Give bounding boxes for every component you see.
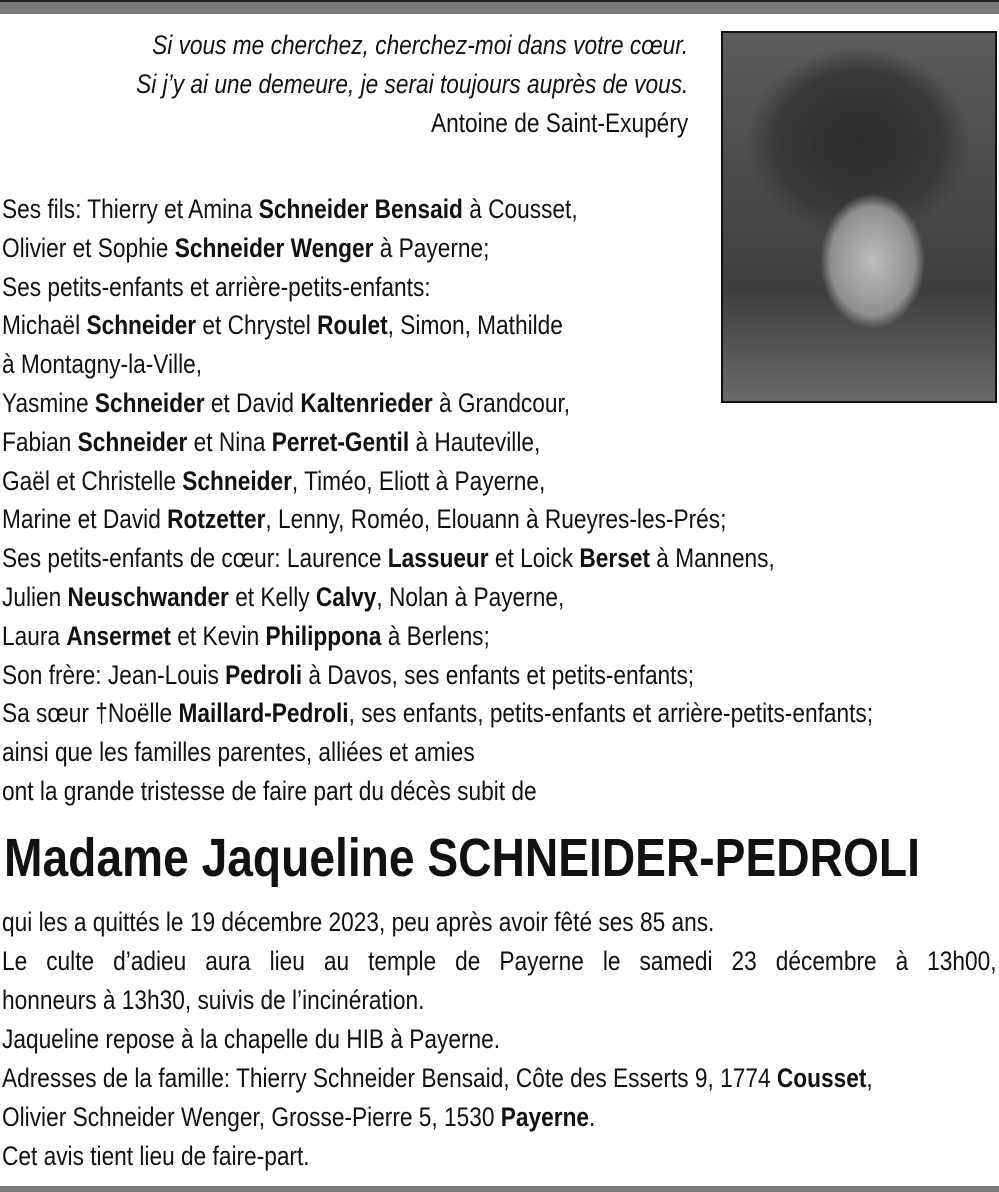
line-content <box>2 229 489 268</box>
text-line <box>2 268 997 307</box>
text-line <box>2 500 997 539</box>
text-segment: ont la grande tristesse de faire part du décès subit de <box>2 775 537 806</box>
deceased-name-text: Madame Jaqueline SCHNEIDER-PEDROLI <box>4 828 920 888</box>
surname: Roulet <box>317 310 388 341</box>
text-segment: à Davos, ses enfants et petits-enfants; <box>302 659 695 690</box>
surname: Payerne <box>500 1102 590 1132</box>
surname: Pedroli <box>225 659 303 690</box>
text-line <box>2 578 997 617</box>
line-content <box>2 190 578 229</box>
text-segment: à Grandcour, <box>432 387 571 418</box>
surname: Schneider Bensaid <box>258 194 463 224</box>
text-segment: Ses petits-enfants et arrière-petits-enfants: <box>2 271 431 302</box>
text-line <box>2 981 997 1020</box>
surname: Kaltenrieder <box>300 387 433 418</box>
text-segment: Olivier et Sophie <box>2 232 175 263</box>
text-segment: . <box>589 1102 596 1132</box>
text-segment: Le culte d’adieu aura lieu au temple de Payerne le samedi 23 décembre à 13h00, <box>2 946 997 976</box>
text-line <box>2 306 997 345</box>
line-content <box>2 617 490 656</box>
text-segment: Ses fils: Thierry et Amina <box>2 194 259 224</box>
text-line <box>2 942 997 981</box>
text-line <box>2 903 997 942</box>
text-line <box>2 1020 997 1059</box>
deceased-name <box>4 826 999 890</box>
quote-author-text: Antoine de Saint-Exupéry <box>430 108 688 138</box>
funeral-details <box>2 903 997 1176</box>
text-segment: et Loick <box>488 543 580 574</box>
line-content <box>2 539 775 578</box>
text-segment: ainsi que les familles parentes, alliées et amies <box>2 737 475 768</box>
text-line <box>2 694 997 733</box>
text-segment: et Kelly <box>228 581 316 612</box>
text-line <box>2 617 997 656</box>
text-segment: Son frère: Jean-Louis <box>2 659 226 690</box>
text-segment: Fabian <box>2 426 78 457</box>
text-line <box>2 1098 997 1137</box>
text-segment: Laura <box>2 620 67 651</box>
quote-line <box>0 65 688 104</box>
text-segment: Sa sœur †Noëlle <box>2 698 179 729</box>
quote-line <box>0 26 688 65</box>
text-line <box>2 733 997 772</box>
text-segment: à Payerne; <box>373 232 490 263</box>
text-segment: Cet avis tient lieu de faire-part. <box>2 1141 310 1171</box>
line-content <box>2 1098 595 1137</box>
text-line <box>2 384 997 423</box>
line-content <box>2 345 202 384</box>
text-segment: , Lenny, Roméo, Elouann à Rueyres-les-Prés; <box>265 504 727 535</box>
surname: Schneider <box>86 310 197 341</box>
line-content <box>2 942 997 981</box>
text-line <box>2 345 997 384</box>
text-line <box>2 772 997 811</box>
quote-text: Si j’y ai une demeure, je serai toujours auprès de vous. <box>135 69 688 99</box>
text-segment: Olivier Schneider Wenger, Grosse-Pierre 5, 1530 <box>2 1102 501 1132</box>
surname: Schneider <box>77 426 188 457</box>
text-line <box>2 1137 997 1176</box>
text-line <box>2 462 997 501</box>
bottom-rule <box>0 1186 999 1192</box>
line-content <box>2 903 714 942</box>
surname: Schneider Wenger <box>174 232 374 263</box>
line-content <box>2 500 726 539</box>
text-line <box>2 229 997 268</box>
text-line <box>2 423 997 462</box>
text-segment: , <box>866 1063 873 1093</box>
text-segment: , Simon, Mathilde <box>387 310 563 341</box>
quote-author <box>0 104 688 143</box>
line-content <box>2 384 570 423</box>
text-segment: Marine et David <box>2 504 168 535</box>
family-list <box>2 190 997 811</box>
text-line <box>2 1059 997 1098</box>
text-segment: Julien <box>2 581 68 612</box>
line-content <box>2 1059 873 1098</box>
text-segment: , ses enfants, petits-enfants et arrière-petits-enfants; <box>348 698 874 729</box>
text-segment: , Timéo, Eliott à Payerne, <box>291 465 546 496</box>
line-content <box>2 733 475 772</box>
line-content <box>2 268 431 307</box>
text-segment: et Kevin <box>170 620 266 651</box>
surname: Calvy <box>315 581 377 612</box>
line-content <box>2 578 564 617</box>
text-segment: et Chrystel <box>196 310 318 341</box>
line-content <box>2 694 873 733</box>
text-segment: Jaqueline repose à la chapelle du HIB à Payerne. <box>2 1024 501 1054</box>
text-segment: à Hauteville, <box>409 426 541 457</box>
surname: Lassueur <box>387 543 489 574</box>
line-content <box>2 423 540 462</box>
text-segment: Gaël et Christelle <box>2 465 183 496</box>
line-content <box>2 772 537 811</box>
text-segment: honneurs à 13h30, suivis de l’incinération. <box>2 985 425 1015</box>
top-rule <box>0 0 999 14</box>
text-segment: à Mannens, <box>649 543 775 574</box>
line-content <box>2 306 563 345</box>
text-segment: à Montagny-la-Ville, <box>2 349 203 380</box>
text-line <box>2 190 997 229</box>
line-content <box>2 656 694 695</box>
text-segment: et David <box>204 387 301 418</box>
text-segment: Adresses de la famille: Thierry Schneider Bensaid, Côte des Esserts 9, 1774 <box>2 1063 777 1093</box>
text-segment: à Cousset, <box>462 194 578 224</box>
text-segment: qui les a quittés le 19 décembre 2023, peu après avoir fêté ses 85 ans. <box>2 907 715 937</box>
line-content <box>2 981 424 1020</box>
surname: Philippona <box>265 620 382 651</box>
text-segment: Yasmine <box>2 387 95 418</box>
text-segment: Ses petits-enfants de cœur: Laurence <box>2 543 388 574</box>
quote-text: Si vous me cherchez, cherchez-moi dans votre cœur. <box>151 30 688 60</box>
text-segment: Michaël <box>2 310 87 341</box>
text-line <box>2 656 997 695</box>
text-segment: , Nolan à Payerne, <box>376 581 565 612</box>
surname: Schneider <box>94 387 205 418</box>
surname: Berset <box>579 543 650 574</box>
text-segment: à Berlens; <box>381 620 490 651</box>
surname: Maillard-Pedroli <box>178 698 349 729</box>
epigraph <box>0 26 688 143</box>
line-content <box>2 1020 500 1059</box>
line-content <box>2 462 545 501</box>
surname: Neuschwander <box>67 581 229 612</box>
surname: Ansermet <box>66 620 171 651</box>
text-segment: et Nina <box>187 426 272 457</box>
surname: Rotzetter <box>167 504 266 535</box>
line-content <box>2 1137 310 1176</box>
surname: Perret-Gentil <box>271 426 410 457</box>
text-line <box>2 539 997 578</box>
surname: Schneider <box>182 465 292 496</box>
surname: Cousset <box>776 1063 867 1093</box>
